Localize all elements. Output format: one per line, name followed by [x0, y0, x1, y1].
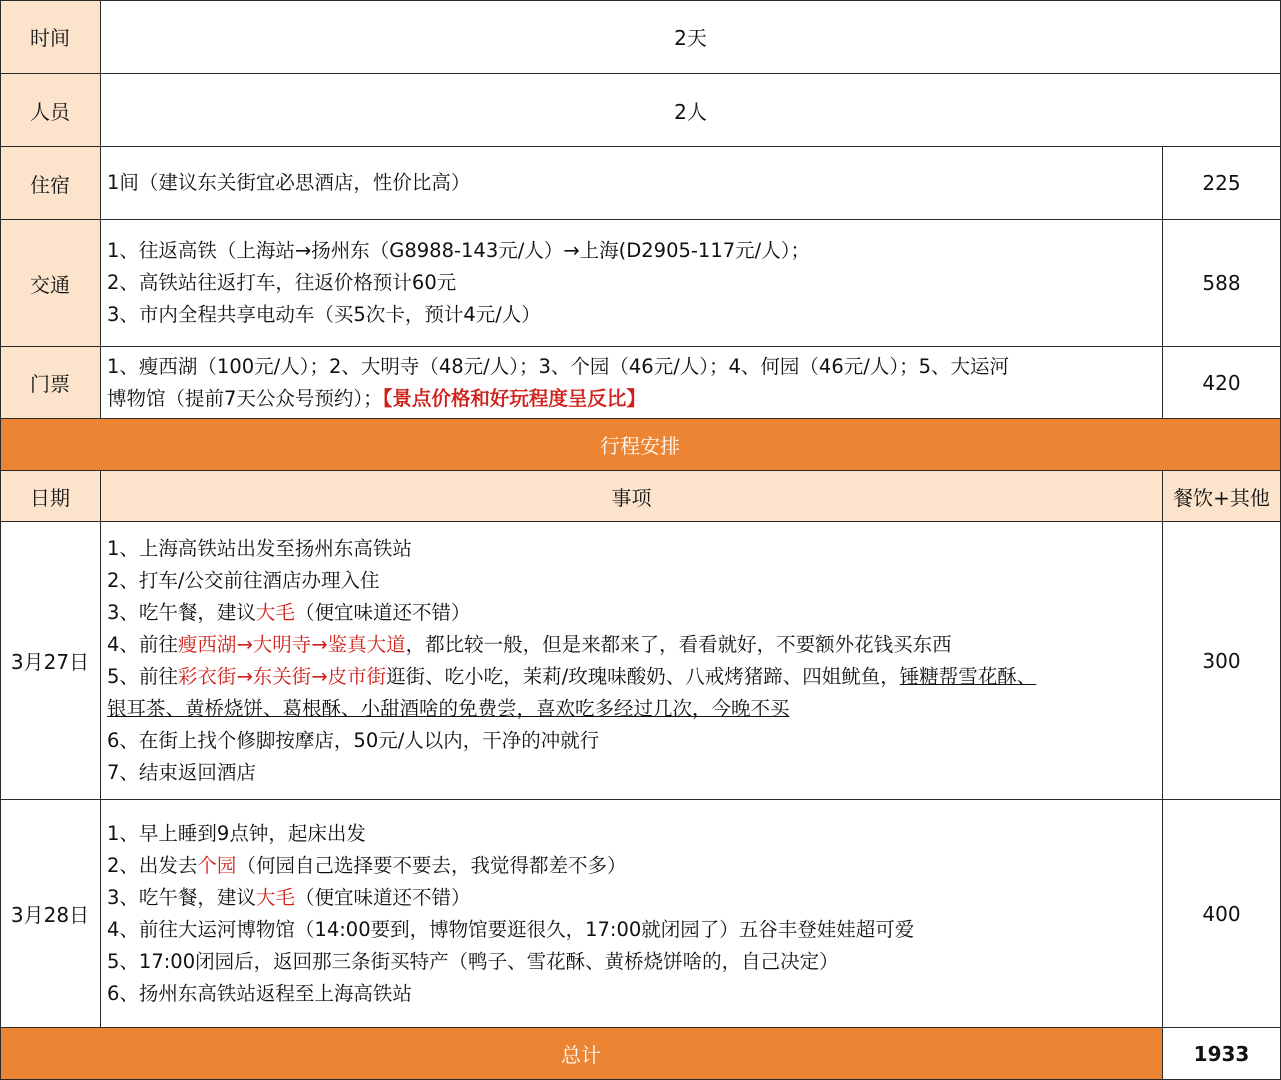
line-text: ，都比较一般，但是来都来了，看看就好，不要额外花钱买东西	[405, 632, 952, 656]
line-text: 3、吃午餐，建议	[107, 885, 256, 909]
day1-line	[107, 629, 1162, 661]
day2-line: 1、早上睡到9点钟，起床出发	[107, 821, 366, 845]
line-text: 4、前往	[107, 632, 178, 656]
people-value: 2人	[101, 74, 1281, 147]
time-value: 2天	[101, 0, 1281, 74]
arrow: →	[311, 632, 328, 656]
transport-line: 1、往返高铁（上海站→扬州东（G8988-143元/人）→上海(D2905-117元/人）；	[107, 239, 810, 262]
day2-date: 3月28日	[0, 800, 101, 1028]
line-text: （便宜味道还不错）	[294, 885, 471, 909]
ticket-label: 门票	[0, 347, 101, 419]
line-text: 5、前往	[107, 664, 178, 688]
lodging-label: 住宿	[0, 147, 101, 220]
lodging-description	[101, 147, 1163, 220]
day1-line: 1、上海高铁站出发至扬州东高铁站	[107, 536, 412, 560]
day1-cost: 300	[1163, 522, 1281, 800]
line-text: （便宜味道还不错）	[294, 600, 471, 624]
arrow: →	[236, 664, 253, 688]
highlight-place: 彩衣街	[177, 664, 237, 688]
ticket-line	[107, 383, 1162, 415]
transport-cost: 588	[1163, 220, 1281, 347]
day2-line: 4、前往大运河博物馆（14:00要到，博物馆要逛很久，17:00就闭园了）五谷丰登娃娃超可爱	[107, 917, 915, 941]
people-label: 人员	[0, 74, 101, 147]
lodging-text: 1间（建议东关街宜必思酒店，性价比高）	[107, 171, 471, 194]
time-label: 时间	[0, 0, 101, 74]
total-value: 1933	[1163, 1028, 1281, 1080]
day1-line: 6、在街上找个修脚按摩店，50元/人以内，干净的冲就行	[107, 728, 600, 752]
day1-items	[101, 522, 1163, 800]
line-text: 3、吃午餐，建议	[107, 600, 256, 624]
transport-line: 2、高铁站往返打车，往返价格预计60元	[107, 271, 457, 294]
highlight-place: 东关街	[252, 664, 312, 688]
transport-line: 3、市内全程共享电动车（买5次卡，预计4元/人）	[107, 303, 541, 326]
lodging-cost: 225	[1163, 147, 1281, 220]
ticket-description	[101, 347, 1163, 419]
section-header-itinerary: 行程安排	[0, 419, 1281, 471]
line-text: 2、出发去	[107, 853, 198, 877]
line-text: （何园自己选择要不要去，我觉得都差不多）	[236, 853, 627, 877]
highlight-place: 大毛	[255, 885, 295, 909]
day1-line	[107, 661, 1162, 693]
ticket-line: 1、瘦西湖（100元/人）；2、大明寺（48元/人）；3、个园（46元/人）；4、何园（46元/人）；5、大运河	[107, 354, 1009, 378]
highlight-place: 大明寺	[252, 632, 312, 656]
day2-line	[107, 850, 1162, 882]
day1-date: 3月27日	[0, 522, 101, 800]
day1-line: 银耳茶、黄桥烧饼、葛根酥、小甜酒啥的免费尝，喜欢吃多经过几次，今晚不买	[107, 696, 790, 720]
day2-items	[101, 800, 1163, 1028]
day2-line	[107, 882, 1162, 914]
ticket-note: 【景点价格和好玩程度呈反比】	[382, 386, 646, 410]
underlined-text: 锤糖帮雪花酥、	[899, 664, 1037, 688]
total-label: 总计	[0, 1028, 1163, 1080]
ticket-cost: 420	[1163, 347, 1281, 419]
highlight-place: 个园	[197, 853, 237, 877]
ticket-line-text: 博物馆（提前7天公众号预约）；	[107, 386, 383, 410]
line-text: 逛街、吃小吃，茉莉/玫瑰味酸奶、八戒烤猪蹄、四姐鱿鱼，	[386, 664, 900, 688]
arrow: →	[236, 632, 253, 656]
day1-line: 7、结束返回酒店	[107, 760, 256, 784]
day1-line	[107, 597, 1162, 629]
day2-line: 6、扬州东高铁站返程至上海高铁站	[107, 981, 412, 1005]
column-header-date: 日期	[0, 471, 101, 522]
highlight-place: 瘦西湖	[177, 632, 237, 656]
highlight-place: 鉴真大道	[327, 632, 406, 656]
transport-label: 交通	[0, 220, 101, 347]
day1-line: 2、打车/公交前往酒店办理入住	[107, 568, 380, 592]
highlight-place: 皮市街	[327, 664, 387, 688]
day2-cost: 400	[1163, 800, 1281, 1028]
highlight-place: 大毛	[255, 600, 295, 624]
transport-description	[101, 220, 1163, 347]
column-header-cost: 餐饮+其他	[1163, 471, 1281, 522]
arrow: →	[311, 664, 328, 688]
column-header-items: 事项	[101, 471, 1163, 522]
day2-line: 5、17:00闭园后，返回那三条街买特产（鸭子、雪花酥、黄桥烧饼啥的，自己决定）	[107, 949, 839, 973]
